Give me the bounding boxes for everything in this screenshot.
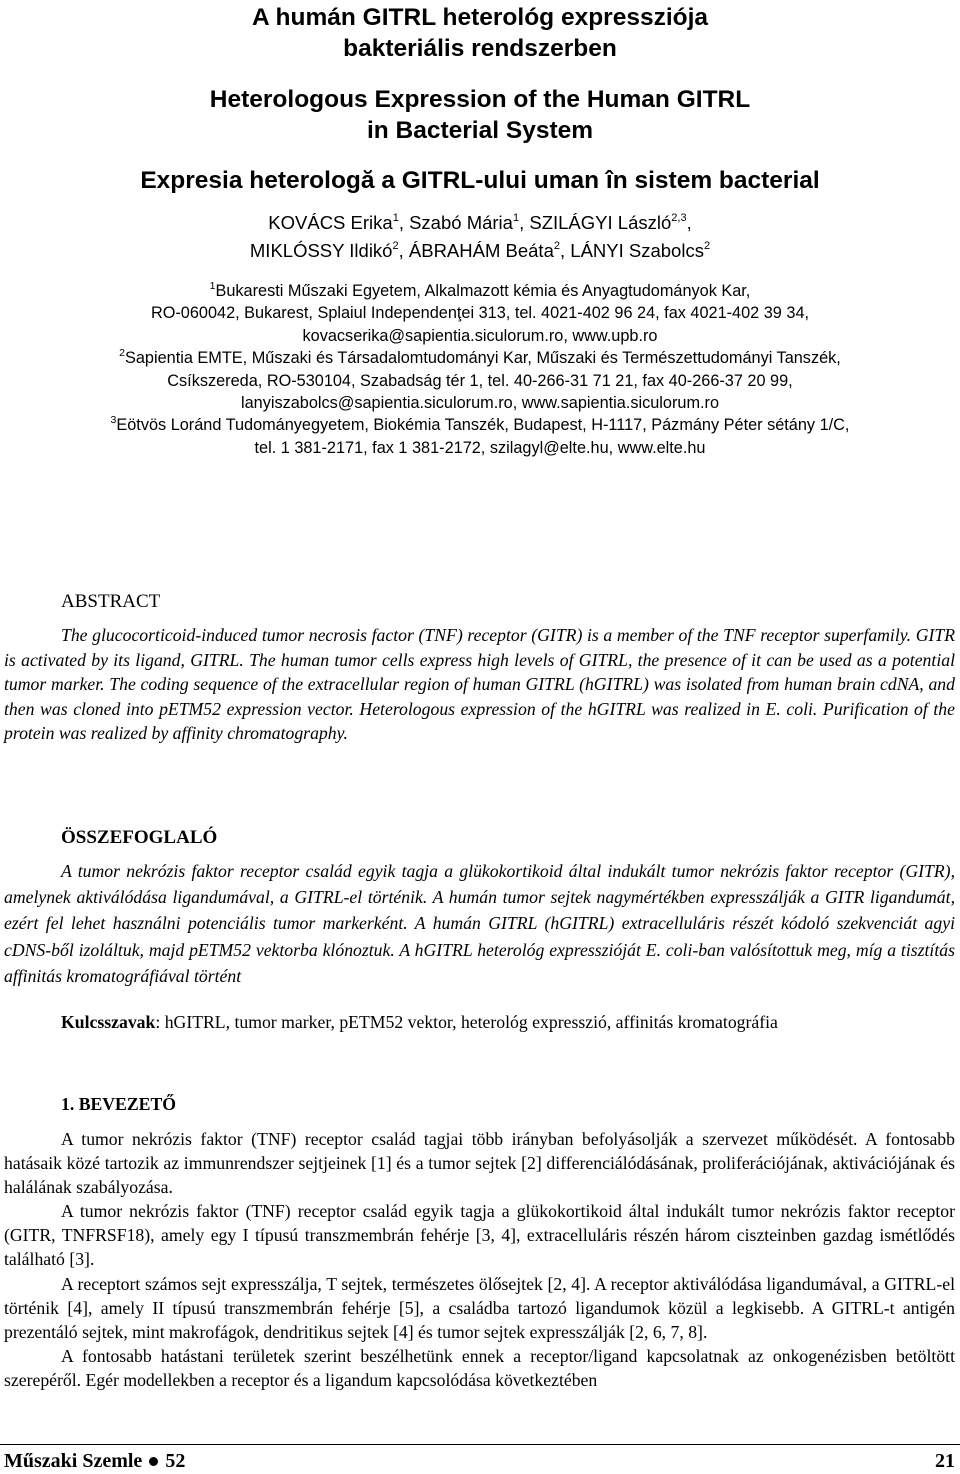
title-hungarian [0, 2, 960, 64]
title-hungarian-line1: A humán GITRL heterológ expressziója [251, 4, 709, 31]
affiliation-2 [20, 347, 940, 414]
footer-page-number: 21 [935, 1450, 955, 1472]
osszefoglalo-text: A tumor nekrózis faktor receptor család egyik tagja a glükokortikoid által indukált tumor nekrózis faktor receptor (GITR), amelynek aktiválódása ligandumával, a GITRL-el történik. A humán tumor sejtek nagymértékben expresszálják a GITR ligandumát, ezért fel lehet használni potenciális tumor markerként. A humán GITRL (hGITRL) extracelluláris részét kódoló szekvenciát agyi cDNS-ből izoláltuk, majd pETM52 vektorba klónoztuk. A hGITRL heterológ expresszióját E. coli-ban valósítottuk meg, míg a tisztítás affinitás kromatográfiával történt [4, 861, 955, 986]
author-affil-sup: 2 [553, 240, 560, 252]
section-heading-introduction: 1. BEVEZETŐ [61, 1094, 177, 1114]
affiliation-number: 3 [110, 414, 117, 427]
keywords [61, 1010, 778, 1034]
affiliation-line: RO-060042, Bukarest, Splaiul Independenţei 313, tel. 4021-402 96 24, fax 4021-402 39 34, [150, 304, 810, 323]
introduction-paragraph: A receptort számos sejt expresszálja, T sejtek, természetes ölősejtek [2, 4]. A receptor aktiválódása ligandumával, a GITRL-el történik [4], amely II típusú transzmembrán fehérje [5], a családba tartozó ligandumok közül a legkisebb. A GITRL-t antigén prezentáló sejtek, mint makrofágok, dendritikus sejtek [4] és tumor sejtek expresszálják [2, 6, 7, 8]. [4, 1273, 955, 1342]
affiliation-line: Sapientia EMTE, Műszaki és Társadalomtudományi Kar, Műszaki és Természettudományi Tanszék, [125, 349, 841, 368]
author-name: MIKLÓSSY Ildikó [249, 240, 393, 261]
footer-rule [0, 1444, 960, 1445]
affiliations [20, 280, 940, 459]
title-english-line2: in Bacterial System [366, 117, 594, 144]
title-romanian: Expresia heterologă a GITRL-ului uman în sistem bacterial [140, 167, 820, 194]
affiliation-line: kovacserika@sapientia.siculorum.ro, www.upb.ro [302, 326, 658, 345]
author-name: KOVÁCS Erika [268, 212, 393, 233]
author-name: LÁNYI Szabolcs [570, 240, 704, 261]
title-english-line1: Heterologous Expression of the Human GITRL [209, 86, 751, 113]
affiliation-1 [20, 280, 940, 347]
introduction-body [4, 1127, 955, 1392]
abstract-text: The glucocorticoid-induced tumor necrosis factor (TNF) receptor (GITR) is a member of the TNF receptor superfamily. GITR is activated by its ligand, GITRL. The human tumor cells express high levels of GITRL, the presence of it can be used as a potential tumor marker. The coding sequence of the extracellular region of human GITRL (hGITRL) was isolated from human brain cdNA, and then was cloned into pETM52 expression vector. Heterologous expression of the hGITRL was realized in E. coli. Purification of the protein was realized by affinity chromatography. [4, 625, 955, 743]
affiliation-number: 1 [209, 280, 216, 292]
author-name: SZILÁGYI László [529, 212, 672, 233]
author-affil-sup: 2 [392, 240, 399, 252]
footer-journal [4, 1449, 185, 1473]
keywords-label: Kulcsszavak [61, 1012, 156, 1032]
title-hungarian-line2: bakteriális rendszerben [343, 35, 617, 62]
abstract-heading: ABSTRACT [61, 591, 161, 612]
affiliation-line: Bukaresti Műszaki Egyetem, Alkalmazott kémia és Anyagtudományok Kar, [215, 282, 751, 300]
author-affil-sup: 1 [392, 212, 399, 224]
author-line-1: KOVÁCS Erika$^1$, Szabó Mária$^1$, SZILÁGYI László$^{2,3}$, [268, 212, 692, 233]
affiliation-number: 2 [119, 347, 126, 360]
affiliation-3 [20, 414, 940, 459]
introduction-paragraph: A fontosabb hatástani területek szerint beszélhetünk ennek a receptor/ligand kapcsolatnak az onkogenézisben betöltött szerepéről. Egér modellekben a receptor és a ligandum kapcsolódása következtében [4, 1345, 955, 1390]
keywords-text: : hGITRL, tumor marker, pETM52 vektor, heterológ expresszió, affinitás kromatográfia [155, 1012, 778, 1032]
author-affil-sup: 2 [703, 240, 711, 252]
author-list [0, 209, 960, 265]
author-line-2: MIKLÓSSY Ildikó$^2$, ÁBRAHÁM Beáta$^2$, LÁNYI Szabolcs$^2$ [249, 240, 711, 261]
title-english [0, 84, 960, 146]
affiliation-line: lanyiszabolcs@sapientia.siculorum.ro, www.sapientia.siculorum.ro [240, 394, 720, 413]
introduction-paragraph: A tumor nekrózis faktor (TNF) receptor család egyik tagja a glükokortikoid által indukált tumor nekrózis faktor receptor (GITR, TNFRSF18), amely egy I típusú transzmembrán fehérje [3, 4], extracelluláris részén három ciszteinben gazdag ismétlődés található [3]. [4, 1201, 955, 1270]
affiliation-line: Eötvös Loránd Tudományegyetem, Biokémia Tanszék, Budapest, H-1117, Pázmány Péter sétány 1/C, [116, 416, 850, 435]
author-affil-sup: 2,3 [671, 212, 687, 224]
bullet-icon [149, 1457, 158, 1466]
osszefoglalo-heading: ÖSSZEFOGLALÓ [61, 827, 218, 848]
author-name: ÁBRAHÁM Beáta [408, 240, 554, 261]
introduction-paragraph: A tumor nekrózis faktor (TNF) receptor család tagjai több irányban befolyásolják a szervezet működését. A fontosabb hatásaik közé tartozik az immunrendszer sejtjeinek [1] és a tumor sejtek [2] differenciálódásának, proliferációjának, aktivációjának és halálának szabályozása. [4, 1129, 955, 1198]
affiliation-line: Csíkszereda, RO-530104, Szabadság tér 1, tel. 40-266-31 71 21, fax 40-266-37 20 99, [167, 371, 793, 390]
footer-journal-name: Műszaki Szemle [4, 1450, 143, 1472]
footer-issue: 52 [165, 1450, 186, 1472]
author-name: Szabó Mária [409, 212, 513, 233]
affiliation-line: tel. 1 381-2171, fax 1 381-2172, szilagyl@elte.hu, www.elte.hu [254, 438, 706, 457]
author-affil-sup: 1 [512, 212, 520, 224]
